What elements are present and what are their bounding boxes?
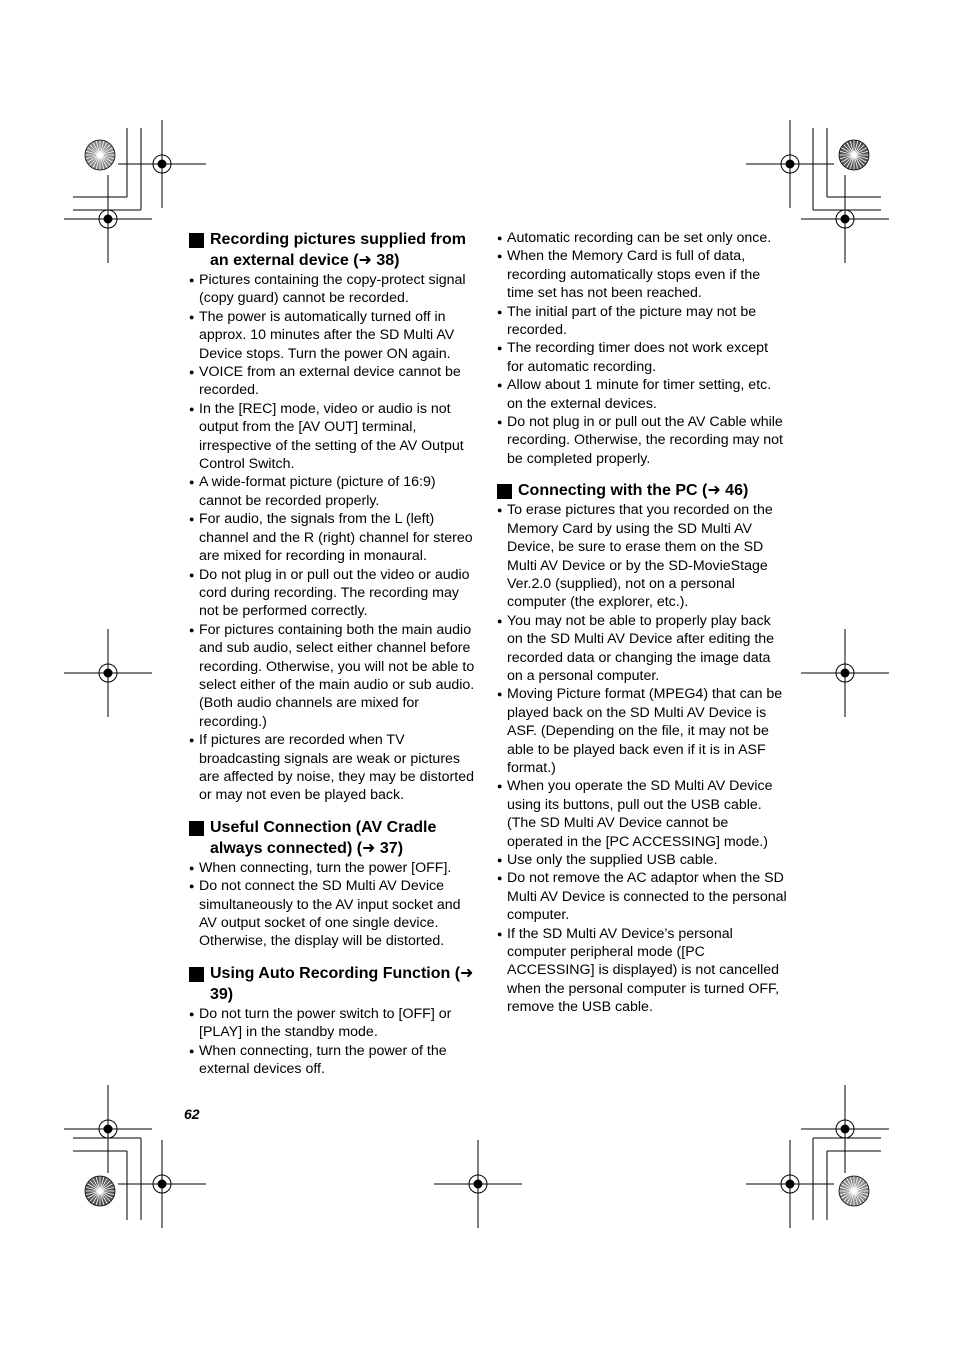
- bullet-text: Do not plug in or pull out the AV Cable while recording. Otherwise, the recording may not be completed properly.: [507, 414, 783, 467]
- bullet-icon: ●: [189, 1045, 195, 1056]
- registration-crosshair-icon: [118, 1140, 206, 1228]
- bullet-item: [189, 877, 477, 951]
- color-rosette-icon: [85, 1176, 115, 1206]
- registration-crosshair-icon: [746, 120, 834, 208]
- bullet-text: Allow about 1 minute for timer setting, etc. on the external devices.: [507, 377, 772, 412]
- bullet-icon: ●: [497, 505, 503, 516]
- section-heading: [189, 817, 477, 859]
- section-heading: [189, 963, 477, 1005]
- heading-text: Recording pictures supplied from an external device (➜ 38): [210, 231, 467, 269]
- bullet-text: For pictures containing both the main audio and sub audio, select either channel before recording. Otherwise, you will not be able to select either of the main audio or sub audio. (Both audio channels are mixed for recording.): [199, 621, 475, 730]
- bullet-item: [189, 473, 477, 510]
- bullet-item: [189, 566, 477, 621]
- bullet-text: To erase pictures that you recorded on the Memory Card by using the SD Multi AV Device, be sure to erase them on the SD Multi AV Device or by the SD-MovieStage Ver.2.0 (supplied), not on a personal computer (the explorer, etc.).: [507, 502, 773, 611]
- bullet-text: Do not connect the SD Multi AV Device simultaneously to the AV input socket and AV output socket of one single device. Otherwise, the display will be distorted.: [199, 878, 461, 950]
- bullet-icon: ●: [189, 624, 195, 635]
- bullet-item: [497, 413, 787, 468]
- section-heading: [497, 480, 787, 501]
- bullet-icon: ●: [189, 311, 195, 322]
- heading-text: Using Auto Recording Function (➜ 39): [210, 964, 474, 1003]
- bullet-item: [497, 925, 787, 1017]
- bullet-item: [497, 612, 787, 686]
- bullet-text: When connecting, turn the power of the external devices off.: [199, 1042, 447, 1078]
- bullet-item: [189, 271, 477, 308]
- heading-square-icon: [189, 821, 204, 836]
- bullet-text: The initial part of the picture may not be recorded.: [507, 303, 757, 339]
- registration-crosshair-icon: [64, 629, 152, 717]
- bullet-text: Do not turn the power switch to [OFF] or [PLAY] in the standby mode.: [199, 1005, 452, 1041]
- registration-crosshair-icon: [434, 1140, 522, 1228]
- color-rosette-icon: [839, 1176, 869, 1206]
- bullet-item: [189, 1005, 477, 1042]
- bullet-text: Automatic recording can be set only once.: [507, 230, 772, 246]
- registration-crosshair-icon: [746, 1140, 834, 1228]
- bullet-text: The recording timer does not work except for automatic recording.: [507, 340, 769, 375]
- section-heading: [189, 229, 477, 271]
- bullet-icon: ●: [189, 514, 195, 525]
- bullet-item: [189, 621, 477, 731]
- bullet-text: Use only the supplied USB cable.: [507, 852, 718, 868]
- section: [189, 963, 477, 1079]
- bullet-item: [497, 247, 787, 302]
- registration-crosshair-icon: [64, 1085, 152, 1173]
- section: [497, 480, 787, 1016]
- bullet-text: When you operate the SD Multi AV Device using its buttons, pull out the USB cable. (The SD Multi AV Device cannot be operated in the [PC ACCESSING] mode.): [507, 778, 773, 850]
- bullet-text: If pictures are recorded when TV broadcasting signals are weak or pictures are affected by noise, they may be distorted or may not even be played back.: [199, 732, 474, 804]
- section: [189, 817, 477, 951]
- bullet-item: [497, 229, 787, 247]
- bullet-icon: ●: [497, 781, 503, 792]
- bullet-item: [497, 303, 787, 340]
- bullet-text: When connecting, turn the power [OFF].: [199, 859, 452, 876]
- bullet-icon: ●: [497, 306, 503, 317]
- bullet-item: [497, 339, 787, 376]
- bullet-item: [497, 777, 787, 851]
- bullet-item: [497, 501, 787, 611]
- bullet-icon: ●: [497, 615, 503, 626]
- right-column: [497, 229, 787, 1029]
- bullet-icon: ●: [189, 275, 195, 285]
- bullet-icon: ●: [497, 873, 503, 884]
- bullet-item: [497, 685, 787, 777]
- bullet-icon: ●: [497, 380, 503, 391]
- bullet-icon: ●: [497, 233, 503, 243]
- registration-crosshair-icon: [64, 175, 152, 263]
- bullet-text: If the SD Multi AV Device’s personal computer peripheral mode ([PC ACCESSING] is displayed) is not cancelled when the personal computer is turned OFF, remove the USB cable.: [507, 925, 780, 1016]
- bullet-icon: ●: [497, 689, 503, 700]
- bullet-icon: ●: [497, 928, 503, 939]
- bullet-icon: ●: [189, 881, 195, 892]
- bullet-item: [189, 363, 477, 400]
- registration-crosshair-icon: [801, 175, 889, 263]
- bullet-item: [497, 869, 787, 924]
- section: [189, 229, 477, 805]
- bullet-item: [189, 1042, 477, 1079]
- bullet-text: VOICE from an external device cannot be recorded.: [199, 364, 461, 399]
- bullet-item: [189, 308, 477, 363]
- section: [497, 229, 787, 468]
- bullet-text: In the [REC] mode, video or audio is not output from the [AV OUT] terminal, irrespective of the setting of the AV Output Control Switch.: [199, 400, 464, 473]
- bullet-item: [189, 400, 477, 474]
- bullet-icon: ●: [189, 477, 195, 488]
- bullet-icon: ●: [189, 735, 195, 746]
- bullet-item: [189, 510, 477, 565]
- bullet-item: [189, 859, 477, 877]
- heading-square-icon: [189, 233, 204, 248]
- heading-text: Useful Connection (AV Cradle always connected) (➜ 37): [210, 818, 437, 857]
- bullet-text: Moving Picture format (MPEG4) that can be played back on the SD Multi AV Device is ASF. (Depending on the file, it may not be able to be played back even if it is in ASF format.): [507, 686, 783, 776]
- heading-square-icon: [497, 484, 512, 499]
- registration-crosshair-icon: [801, 1085, 889, 1173]
- bullet-icon: ●: [497, 251, 503, 262]
- bullet-icon: ●: [497, 417, 503, 428]
- bullet-text: For audio, the signals from the L (left) channel and the R (right) channel for stereo are mixed for recording in monaural.: [199, 511, 473, 565]
- bullet-text: When the Memory Card is full of data, recording automatically stops even if the time set has not been reached.: [507, 248, 761, 302]
- bullet-icon: ●: [497, 343, 503, 354]
- color-rosette-icon: [839, 140, 869, 170]
- bullet-text: A wide-format picture (picture of 16:9) cannot be recorded properly.: [199, 474, 436, 509]
- bullet-icon: ●: [189, 403, 195, 414]
- bullet-text: The power is automatically turned off in approx. 10 minutes after the SD Multi AV Device stops. Turn the power ON again.: [199, 308, 455, 362]
- bullet-icon: ●: [189, 862, 195, 873]
- bullet-item: [189, 731, 477, 805]
- bullet-text: Do not remove the AC adaptor when the SD Multi AV Device is connected to the personal computer.: [507, 870, 787, 924]
- bullet-text: Do not plug in or pull out the video or audio cord during recording. The recording may not be performed correctly.: [199, 566, 470, 620]
- color-rosette-icon: [85, 140, 115, 170]
- bullet-item: [497, 851, 787, 869]
- bullet-icon: ●: [497, 855, 503, 865]
- registration-crosshair-icon: [118, 120, 206, 208]
- bullet-icon: ●: [189, 367, 195, 378]
- bullet-icon: ●: [189, 569, 195, 580]
- page-number: 62: [184, 1106, 200, 1122]
- bullet-item: [497, 376, 787, 413]
- heading-text: Connecting with the PC (➜ 46): [518, 482, 749, 500]
- registration-crosshair-icon: [801, 629, 889, 717]
- bullet-text: You may not be able to properly play back on the SD Multi AV Device after editing the recorded data or changing the image data on a personal computer.: [507, 612, 775, 684]
- bullet-text: Pictures containing the copy-protect signal (copy guard) cannot be recorded.: [199, 272, 466, 307]
- left-column: [189, 229, 477, 1090]
- heading-square-icon: [189, 967, 204, 982]
- bullet-icon: ●: [189, 1008, 195, 1019]
